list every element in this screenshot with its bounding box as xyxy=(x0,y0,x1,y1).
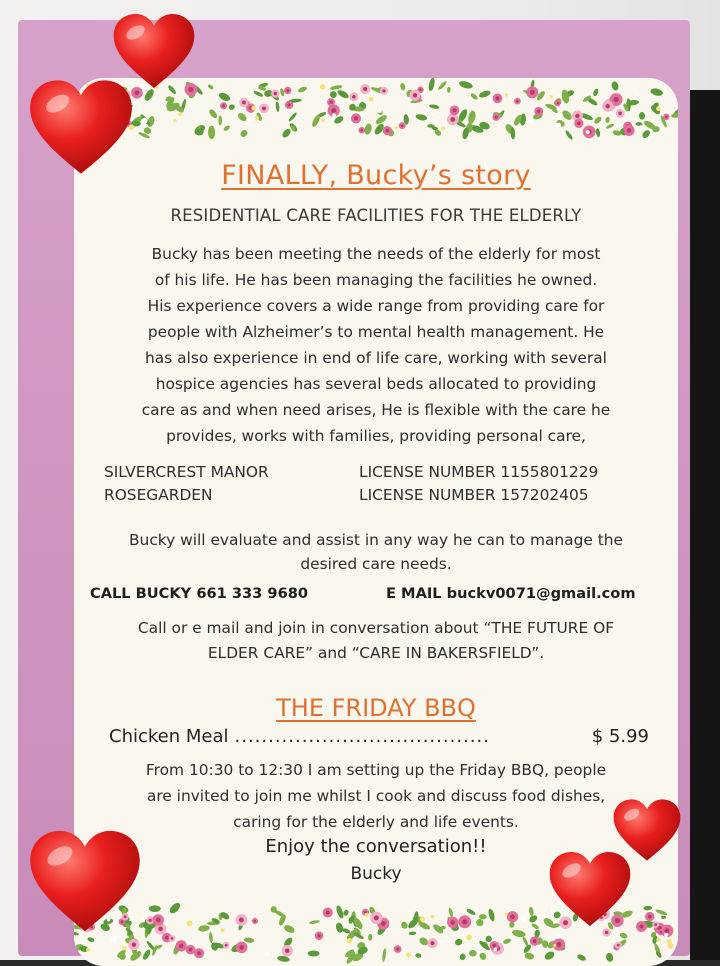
heart-icon xyxy=(548,850,632,928)
bbq-line: caring for the elderly and life events. xyxy=(233,813,519,831)
conversation-line: Call or e mail and join in conversation about “THE FUTURE OF xyxy=(137,619,615,637)
bbq-line: are invited to join me whilst I cook and discuss food dishes, xyxy=(146,787,606,805)
evaluate-line: desired care needs. xyxy=(300,555,452,573)
story-line: hospice agencies has several beds allocated to providing xyxy=(155,375,597,393)
meal-name: Chicken Meal xyxy=(109,726,229,747)
dark-surface-edge xyxy=(690,90,720,960)
flyer-title: FINALLY, Bucky’s story xyxy=(221,160,531,191)
facility-license: LICENSE NUMBER 157202405 xyxy=(359,486,589,504)
bbq-paragraph xyxy=(74,757,678,835)
signature: Bucky xyxy=(350,864,402,884)
story-line: His experience covers a wide range from providing care for xyxy=(147,297,605,315)
facility-name: SILVERCREST MANOR xyxy=(104,463,269,481)
story-line: of his life. He has been managing the facilities he owned. xyxy=(154,271,598,289)
bbq-line: From 10:30 to 12:30 I am setting up the Friday BBQ, people xyxy=(145,761,607,779)
facility-name: ROSEGARDEN xyxy=(104,486,213,504)
conversation-paragraph xyxy=(74,616,678,666)
story-paragraph xyxy=(86,241,666,449)
meal-dot-leader: ...................................... xyxy=(234,726,490,747)
meal-price-row xyxy=(109,726,649,752)
bbq-heading: THE FRIDAY BBQ xyxy=(276,694,476,722)
story-line: Bucky has been meeting the needs of the elderly for most xyxy=(151,245,601,263)
story-line: people with Alzheimer’s to mental health management. He xyxy=(147,323,605,341)
enjoy-line: Enjoy the conversation!! xyxy=(265,836,487,857)
call-number: CALL BUCKY 661 333 9680 xyxy=(90,585,309,602)
conversation-line: ELDER CARE” and “CARE IN BAKERSFIELD”. xyxy=(207,644,545,662)
email-address: E MAIL buckv0071@gmail.com xyxy=(386,585,636,602)
evaluate-line: Bucky will evaluate and assist in any way he can to manage the xyxy=(129,531,623,549)
heart-icon xyxy=(28,78,134,176)
story-line: care as and when need arises, He is flexible with the care he xyxy=(141,401,611,419)
story-line: provides, works with families, providing personal care, xyxy=(166,427,586,445)
flyer-subtitle: RESIDENTIAL CARE FACILITIES FOR THE ELDERLY xyxy=(170,206,582,225)
story-line: has also experience in end of life care, working with several xyxy=(145,349,607,367)
heart-icon xyxy=(28,828,142,934)
facility-license: LICENSE NUMBER 1155801229 xyxy=(359,463,599,481)
meal-price: $ 5.99 xyxy=(591,726,649,747)
flyer-card xyxy=(74,78,678,966)
evaluate-paragraph xyxy=(74,528,678,576)
